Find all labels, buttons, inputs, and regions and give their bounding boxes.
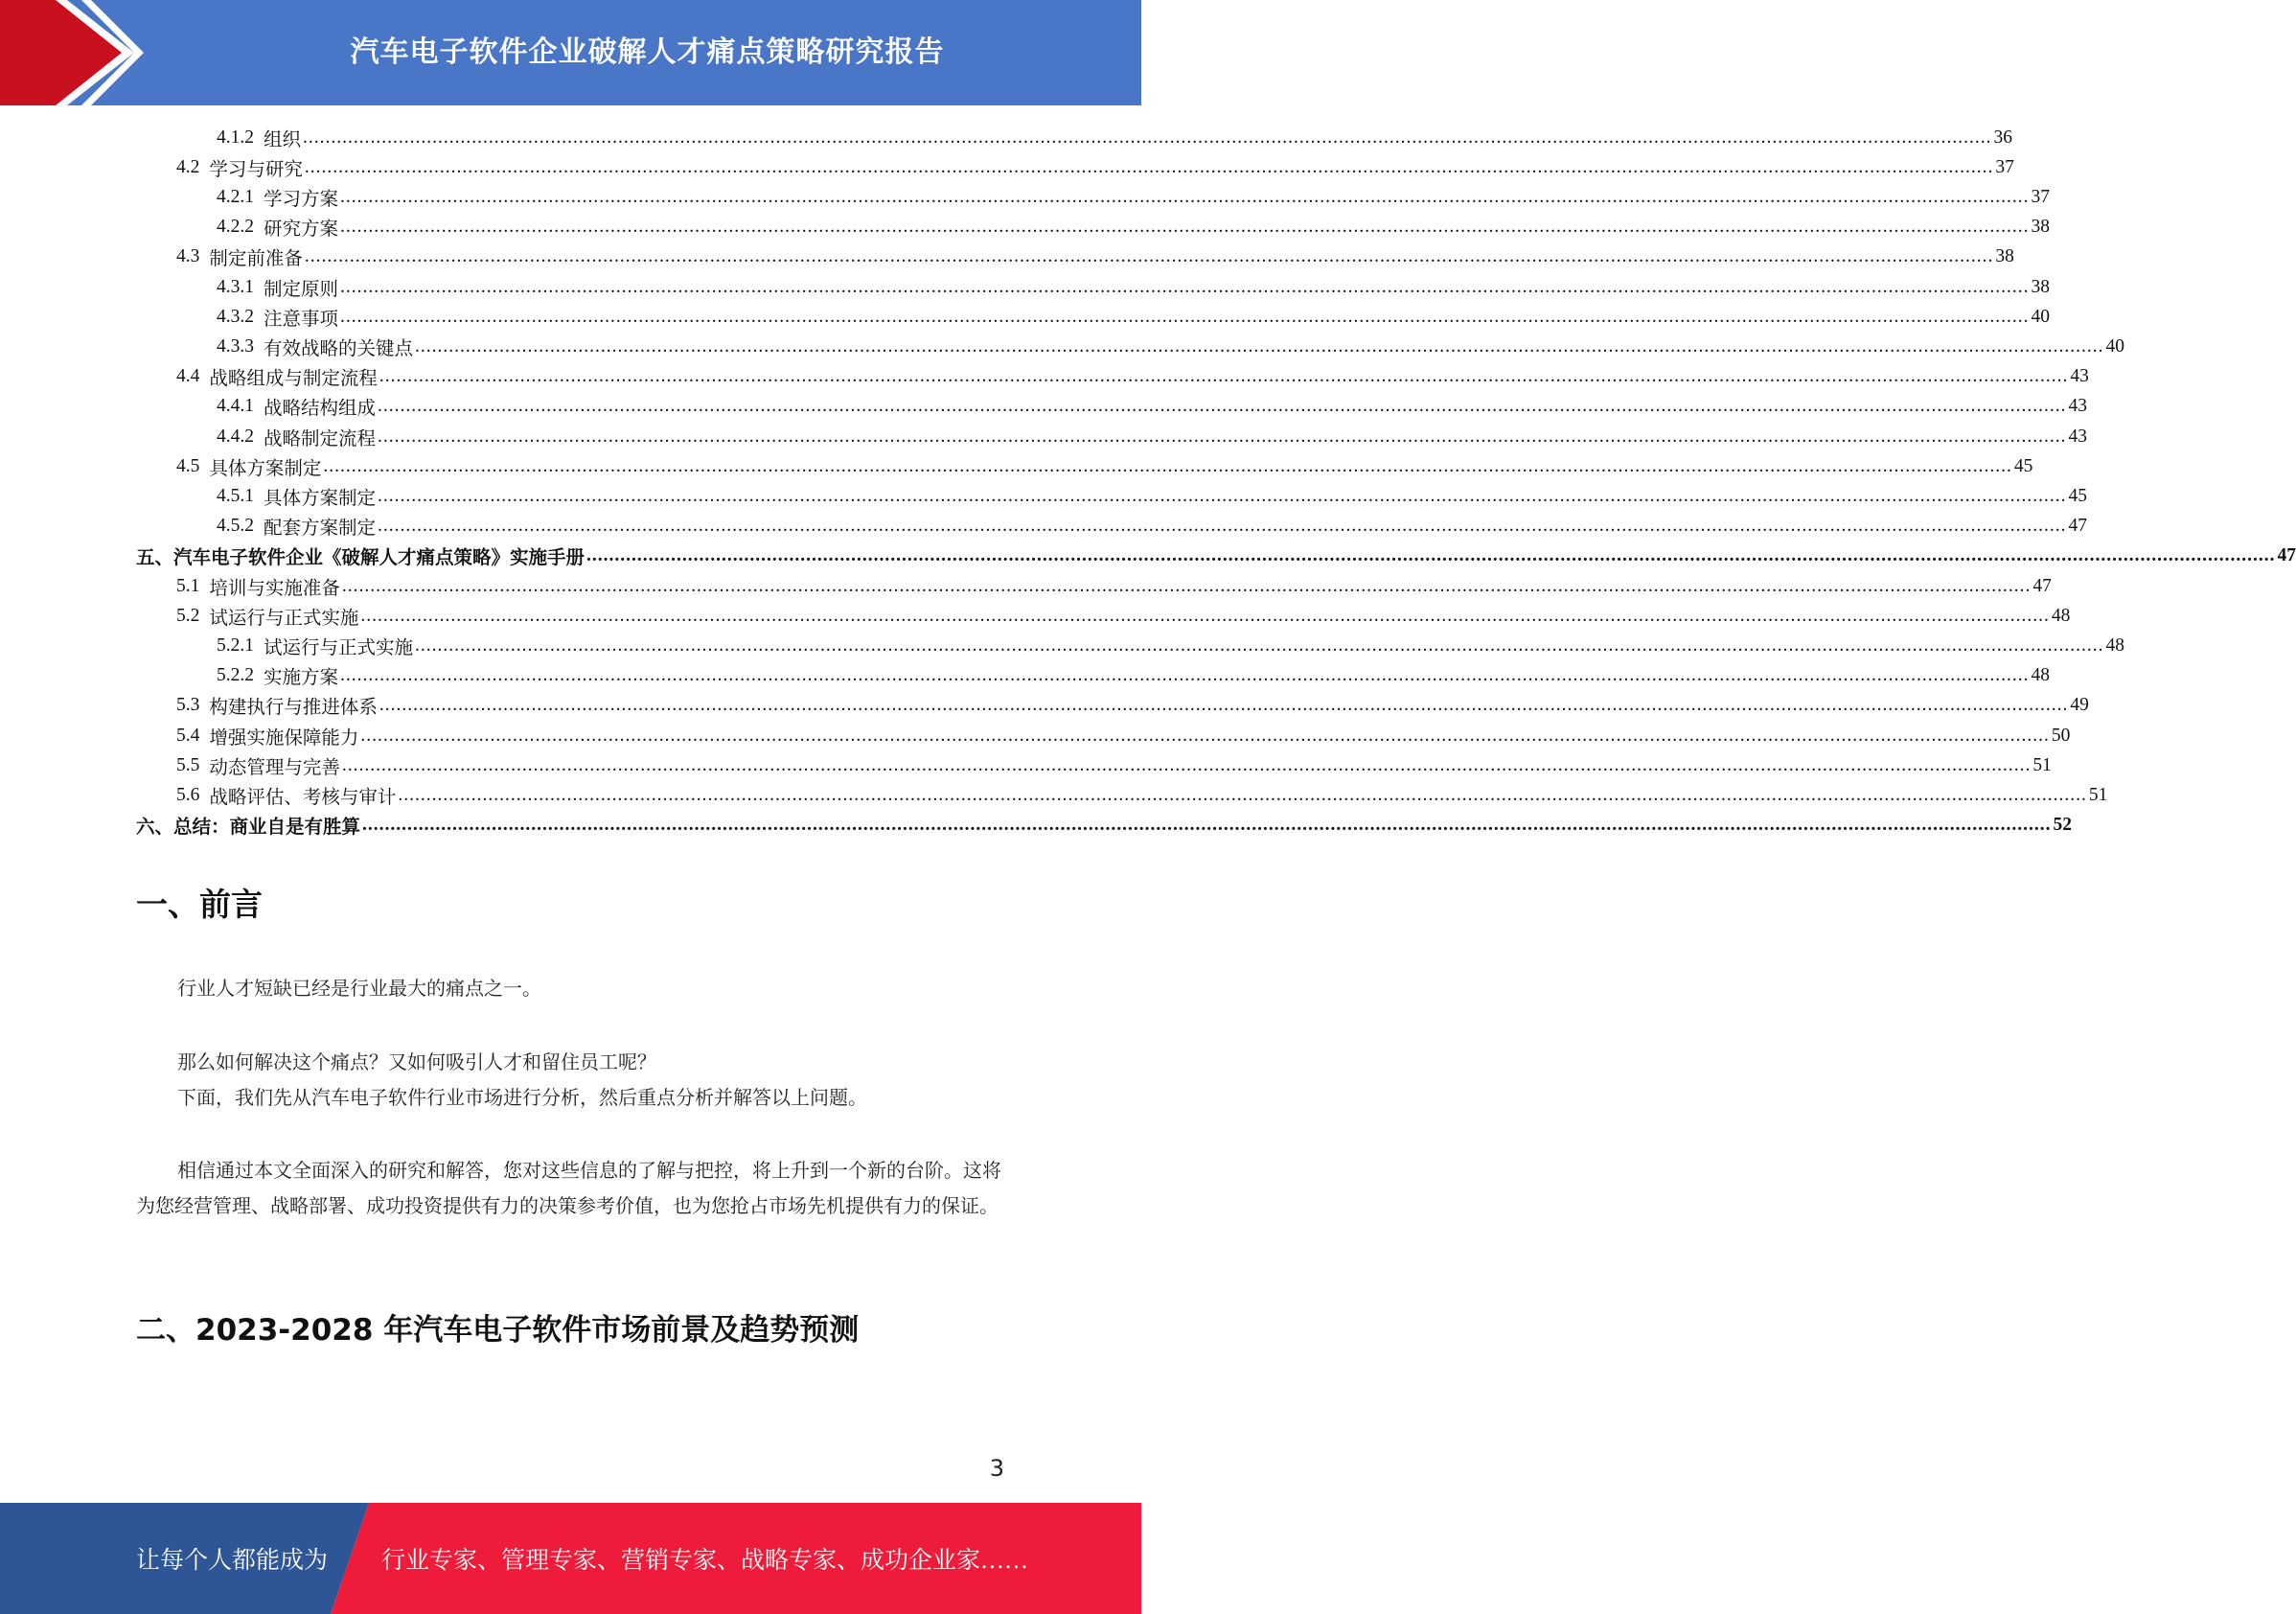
toc-entry-number: 5.5 (176, 754, 200, 775)
toc-entry[interactable] (217, 123, 2013, 152)
toc-leader-dots: ............................................................................................................................................................................................................................................................................................................ (304, 156, 1994, 177)
toc-entry-page: 37 (1995, 156, 2014, 177)
page-number: 3 (989, 1455, 1004, 1482)
toc-entry-number: 4.2.2 (217, 217, 254, 238)
toc-entry[interactable] (217, 392, 2088, 422)
toc-entry-title: 战略组成与制定流程 (209, 369, 378, 390)
toc-leader-dots: ............................................................................................................................................................................................................................................................................................................ (586, 545, 2276, 566)
toc-entry-page: 52 (2053, 815, 2073, 836)
toc-entry[interactable] (176, 242, 2014, 272)
toc-entry-number: 六、 (136, 818, 174, 839)
toc-entry-page: 38 (2031, 276, 2051, 297)
page-header (0, 0, 1141, 105)
toc-entry-number: 5.2.2 (217, 665, 254, 686)
toc-entry-title: 汽车电子软件企业《破解人才痛点策略》实施手册 (173, 548, 585, 569)
toc-entry[interactable] (217, 213, 2051, 242)
toc-entry-page: 40 (2031, 306, 2051, 327)
toc-entry-title: 具体方案制定 (209, 458, 322, 479)
toc-entry-number: 4.4 (176, 366, 200, 387)
section-heading-preface: 一、前言 (136, 886, 263, 923)
toc-entry-number: 4.5.2 (217, 516, 254, 537)
toc-entry-title: 学习方案 (264, 189, 339, 210)
toc-entry-number: 4.3.1 (217, 276, 254, 297)
toc-leader-dots: ............................................................................................................................................................................................................................................................................................................ (340, 665, 2030, 686)
page-footer (0, 1503, 1141, 1614)
toc-entry-title: 实施方案 (264, 668, 339, 689)
toc-entry-page: 49 (2070, 695, 2089, 716)
toc-entry-title: 有效战略的关键点 (264, 338, 414, 359)
toc-leader-dots: ............................................................................................................................................................................................................................................................................................................ (340, 306, 2030, 327)
toc-entry-page: 48 (2031, 665, 2051, 686)
toc-entry-page: 45 (2013, 455, 2033, 476)
toc-entry-title: 战略结构组成 (264, 399, 377, 420)
toc-entry-title: 构建执行与推进体系 (209, 698, 378, 719)
toc-entry[interactable] (176, 362, 2089, 392)
toc-entry-title: 注意事项 (264, 309, 339, 330)
toc-entry-number: 4.3 (176, 246, 200, 267)
toc-entry-number: 4.2.1 (217, 186, 254, 207)
toc-entry[interactable] (176, 601, 2071, 631)
toc-entry-title: 具体方案制定 (264, 488, 377, 509)
toc-entry-page: 45 (2068, 485, 2088, 506)
toc-entry-page: 40 (2105, 335, 2125, 357)
toc-entry[interactable] (217, 302, 2051, 332)
toc-entry[interactable] (176, 451, 2033, 481)
toc-entry-number: 5.4 (176, 725, 200, 746)
preface-paragraph-1: 行业人才短缺已经是行业最大的痛点之一。 (177, 979, 541, 1000)
toc-entry[interactable] (217, 481, 2088, 511)
toc-entry-number: 5.3 (176, 695, 200, 716)
toc-entry-number: 5.2 (176, 605, 200, 626)
toc-entry-number: 4.5 (176, 455, 200, 476)
toc-entry-page: 36 (1993, 127, 2013, 148)
toc-entry-page: 38 (1995, 246, 2014, 267)
toc-entry-page: 48 (2105, 634, 2125, 656)
toc-leader-dots: ............................................................................................................................................................................................................................................................................................................ (379, 366, 2069, 387)
toc-entry-page: 38 (2031, 217, 2051, 238)
toc-leader-dots: ............................................................................................................................................................................................................................................................................................................ (398, 784, 2087, 805)
toc-entry-title: 组织 (264, 129, 302, 150)
toc-entry-title: 学习与研究 (209, 159, 303, 180)
toc-entry-title: 培训与实施准备 (209, 578, 340, 599)
toc-leader-dots: ............................................................................................................................................................................................................................................................................................................ (378, 485, 2067, 506)
toc-leader-dots: ............................................................................................................................................................................................................................................................................................................ (304, 246, 1994, 267)
toc-entry-page: 43 (2068, 396, 2088, 417)
toc-entry[interactable] (217, 332, 2125, 361)
toc-leader-dots: ............................................................................................................................................................................................................................................................................................................ (340, 186, 2030, 207)
toc-entry-title: 制定前准备 (209, 249, 303, 270)
toc-leader-dots: ............................................................................................................................................................................................................................................................................................................ (360, 725, 2050, 746)
toc-entry-page: 51 (2032, 754, 2052, 775)
footer-slogan-left: 让每个人都能成为 (136, 1548, 329, 1574)
toc-entry[interactable] (176, 691, 2089, 721)
toc-entry-page: 47 (2032, 575, 2052, 596)
toc-leader-dots: ............................................................................................................................................................................................................................................................................................................ (340, 276, 2030, 297)
toc-entry[interactable] (176, 152, 2014, 182)
toc-entry-title: 战略评估、考核与审计 (209, 787, 397, 808)
toc-entry[interactable] (217, 631, 2125, 660)
toc-entry[interactable] (176, 780, 2108, 810)
toc-leader-dots: ............................................................................................................................................................................................................................................................................................................ (341, 754, 2032, 775)
toc-entry-title: 总结：商业自是有胜算 (173, 818, 361, 839)
toc-leader-dots: ............................................................................................................................................................................................................................................................................................................ (360, 605, 2050, 626)
toc-leader-dots: ............................................................................................................................................................................................................................................................................................................ (379, 695, 2069, 716)
toc-entry-number: 4.4.2 (217, 426, 254, 447)
toc-leader-dots: ............................................................................................................................................................................................................................................................................................................ (340, 217, 2030, 238)
toc-entry-number: 五、 (136, 548, 174, 569)
toc-entry-number: 5.1 (176, 575, 200, 596)
toc-entry-title: 研究方案 (264, 219, 339, 241)
toc-leader-dots: ............................................................................................................................................................................................................................................................................................................ (378, 516, 2067, 537)
toc-entry-title: 配套方案制定 (264, 519, 377, 540)
toc-entry-number: 4.4.1 (217, 396, 254, 417)
toc-entry-number: 4.3.3 (217, 335, 254, 357)
toc-entry-page: 51 (2088, 784, 2108, 805)
toc-entry-title: 试运行与正式实施 (264, 637, 414, 658)
toc-entry-page: 43 (2068, 426, 2088, 447)
toc-entry-page: 43 (2070, 366, 2089, 387)
toc-entry-number: 5.2.1 (217, 634, 254, 656)
section-heading-market-forecast: 二、2023-2028 年汽车电子软件市场前景及趋势预测 (136, 1313, 860, 1348)
toc-entry-number: 4.1.2 (217, 127, 254, 148)
footer-slogan-right: 行业专家、管理专家、营销专家、战略专家、成功企业家…… (381, 1548, 1029, 1574)
toc-leader-dots: ............................................................................................................................................................................................................................................................................................................ (303, 127, 1992, 148)
toc-entry-page: 47 (2068, 516, 2088, 537)
toc-entry-page: 47 (2277, 545, 2296, 566)
toc-entry-page: 50 (2051, 725, 2071, 746)
toc-entry[interactable] (176, 721, 2071, 750)
toc-entry-number: 4.2 (176, 156, 200, 177)
toc-entry[interactable] (217, 182, 2051, 212)
toc-leader-dots: ............................................................................................................................................................................................................................................................................................................ (415, 634, 2104, 656)
toc-leader-dots: ............................................................................................................................................................................................................................................................................................................ (323, 455, 2012, 476)
preface-paragraph-2: 那么如何解决这个痛点？又如何吸引人才和留住员工呢？ (177, 1052, 656, 1073)
toc-entry-title: 增强实施保障能力 (209, 727, 359, 749)
toc-entry[interactable] (176, 571, 2052, 601)
toc-leader-dots: ............................................................................................................................................................................................................................................................................................................ (362, 815, 2052, 836)
toc-entry-title: 动态管理与完善 (209, 757, 340, 778)
toc-entry[interactable] (217, 422, 2088, 451)
toc-entry-number: 4.5.1 (217, 485, 254, 506)
toc-entry-page: 37 (2031, 186, 2051, 207)
toc-entry-title: 制定原则 (264, 279, 339, 300)
toc-leader-dots: ............................................................................................................................................................................................................................................................................................................ (378, 396, 2067, 417)
toc-leader-dots: ............................................................................................................................................................................................................................................................................................................ (378, 426, 2067, 447)
toc-entry-number: 5.6 (176, 784, 200, 805)
toc-entry[interactable] (136, 542, 2296, 571)
toc-entry-number: 4.3.2 (217, 306, 254, 327)
toc-entry-title: 战略制定流程 (264, 428, 377, 450)
toc-entry[interactable] (217, 512, 2088, 542)
header-title: 汽车电子软件企业破解人才痛点策略研究报告 (350, 35, 945, 69)
toc-entry[interactable] (136, 811, 2073, 841)
toc-entry-title: 试运行与正式实施 (209, 608, 359, 629)
preface-paragraph-4: 相信通过本文全面深入的研究和解答，您对这些信息的了解与把控，将上升到一个新的台阶。这将为您经营管理、战略部署、成功投资提供有力的决策参考价值，也为您抢占市场先机提供有力的保证。 (136, 1161, 1001, 1217)
preface-paragraph-3: 下面，我们先从汽车电子软件行业市场进行分析，然后重点分析并解答以上问题。 (177, 1088, 867, 1109)
toc-entry[interactable] (176, 750, 2052, 780)
toc-leader-dots: ............................................................................................................................................................................................................................................................................................................ (341, 575, 2032, 596)
toc-entry-page: 48 (2051, 605, 2071, 626)
toc-leader-dots: ............................................................................................................................................................................................................................................................................................................ (415, 335, 2104, 357)
toc-entry[interactable] (217, 272, 2051, 302)
toc-entry[interactable] (217, 661, 2051, 691)
